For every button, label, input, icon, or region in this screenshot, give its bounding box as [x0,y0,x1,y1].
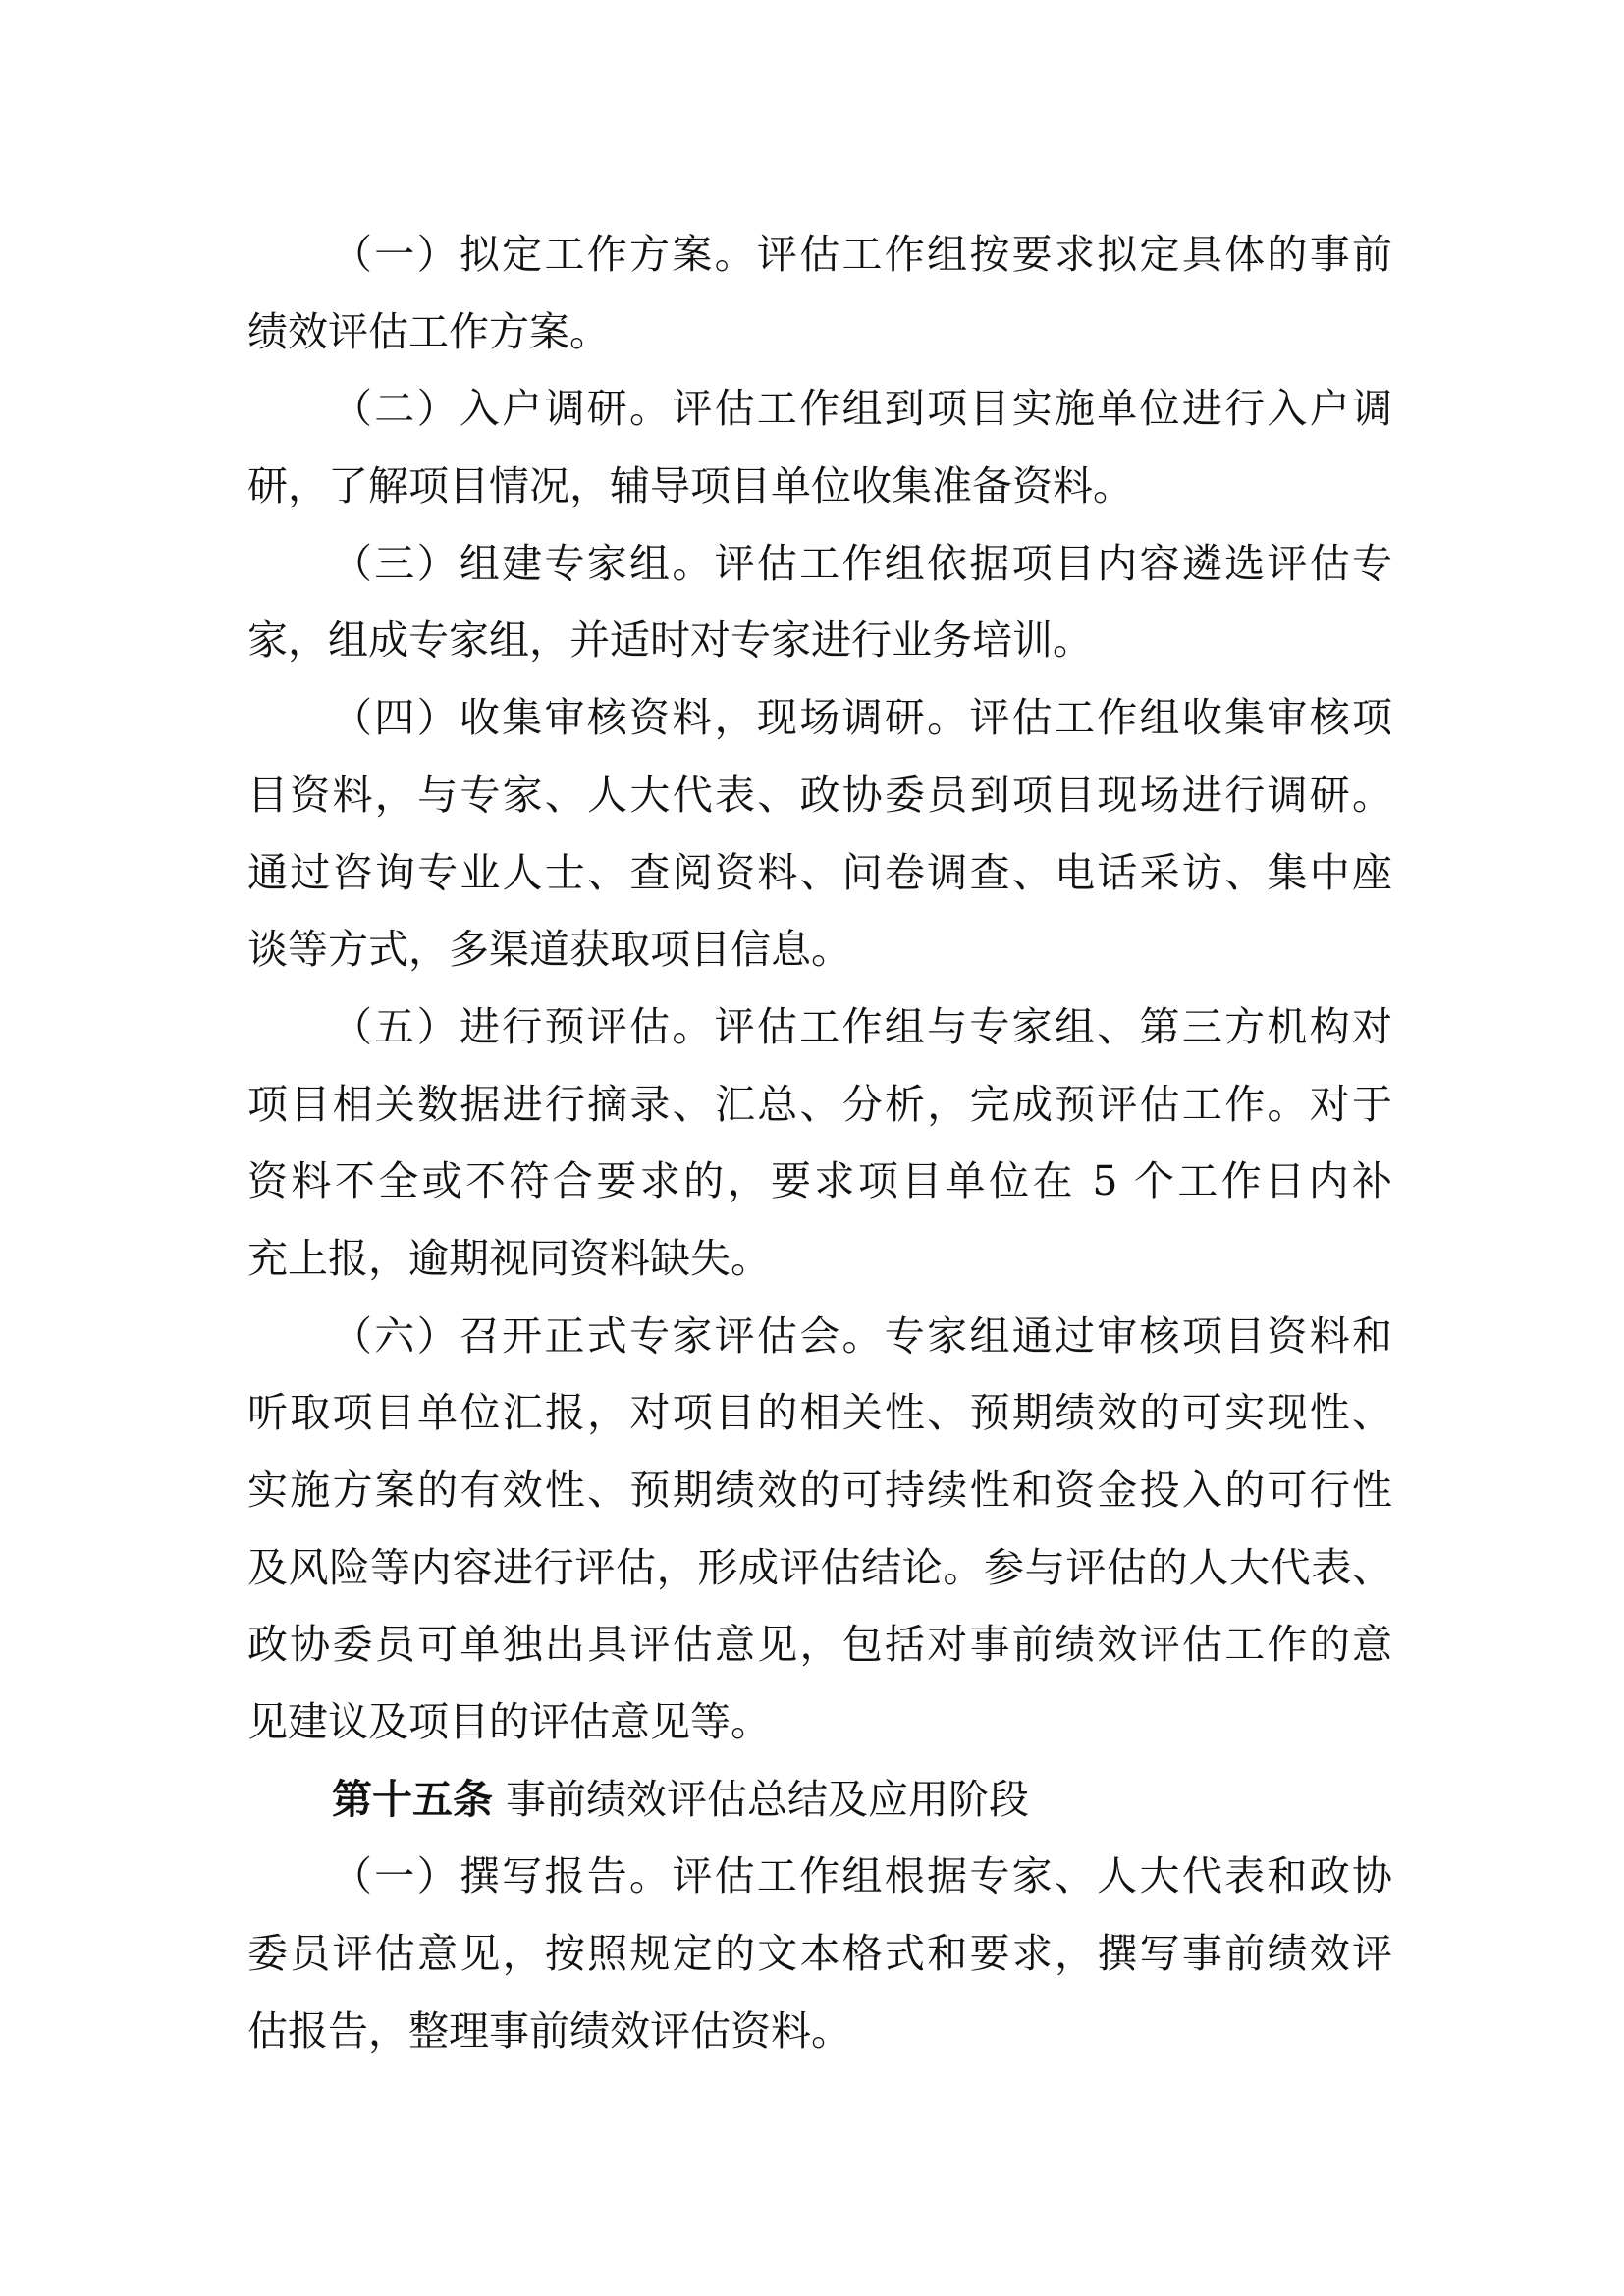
paragraph-line: （四）收集审核资料，现场调研。评估工作组收集审核项 [332,694,1392,742]
paragraph-line: 实施方案的有效性、预期绩效的可持续性和资金投入的可行性 [247,1467,1392,1514]
paragraph-line: 绩效评估工作方案。 [247,307,610,355]
paragraph-line: （二）入户调研。评估工作组到项目实施单位进行入户调 [332,385,1392,433]
paragraph-line: 家，组成专家组，并适时对专家进行业务培训。 [247,616,1093,665]
paragraph-line: 充上报，逾期视同资料缺失。 [247,1234,771,1282]
paragraph-line: 委员评估意见，按照规定的文本格式和要求，撰写事前绩效评 [247,1930,1392,1978]
paragraph [247,1298,1392,1761]
paragraph-line: 研，了解项目情况，辅导项目单位收集准备资料。 [247,462,1133,510]
paragraph-line: 目资料，与专家、人大代表、政协委员到项目现场进行调研。 [247,771,1392,819]
paragraph [247,370,1392,524]
paragraph-line: 估报告，整理事前绩效评估资料。 [247,2006,851,2055]
paragraph-line: 通过咨询专业人士、查阅资料、问卷调查、电话采访、集中座 [247,848,1392,896]
paragraph-line: 见建议及项目的评估意见等。 [247,1698,771,1746]
paragraph [247,216,1392,370]
paragraph [247,988,1392,1298]
paragraph-group-final [247,1838,1392,2069]
paragraph-line: 项目相关数据进行摘录、汇总、分析，完成预评估工作。对于 [247,1080,1392,1128]
paragraph-line: （三）组建专家组。评估工作组依据项目内容遴选评估专 [332,539,1392,587]
article-number: 第十五条 [332,1775,493,1823]
paragraph-line: 谈等方式，多渠道获取项目信息。 [247,926,851,974]
paragraph-line: （一）撰写报告。评估工作组根据专家、人大代表和政协 [332,1852,1392,1900]
paragraph-line: 资料不全或不符合要求的，要求项目单位在 5 个工作日内补 [247,1157,1392,1205]
paragraph [247,525,1392,679]
paragraph-line: （五）进行预评估。评估工作组与专家组、第三方机构对 [332,1002,1392,1050]
paragraph-line: （六）召开正式专家评估会。专家组通过审核项目资料和 [332,1311,1392,1360]
paragraph [247,1838,1392,2069]
paragraph-line: 听取项目单位汇报，对项目的相关性、预期绩效的可实现性、 [247,1389,1392,1437]
paragraph-line: 及风险等内容进行评估，形成评估结论。参与评估的人大代表、 [247,1543,1392,1591]
article-heading [247,1761,1392,1839]
paragraph-group [247,216,1392,1761]
article-title: 事前绩效评估总结及应用阶段 [506,1775,1030,1823]
paragraph [247,679,1392,988]
paragraph-line: （一）拟定工作方案。评估工作组按要求拟定具体的事前 [332,231,1392,278]
paragraph-line: 政协委员可单独出具评估意见，包括对事前绩效评估工作的意 [247,1621,1392,1669]
document-body [247,216,1392,2070]
